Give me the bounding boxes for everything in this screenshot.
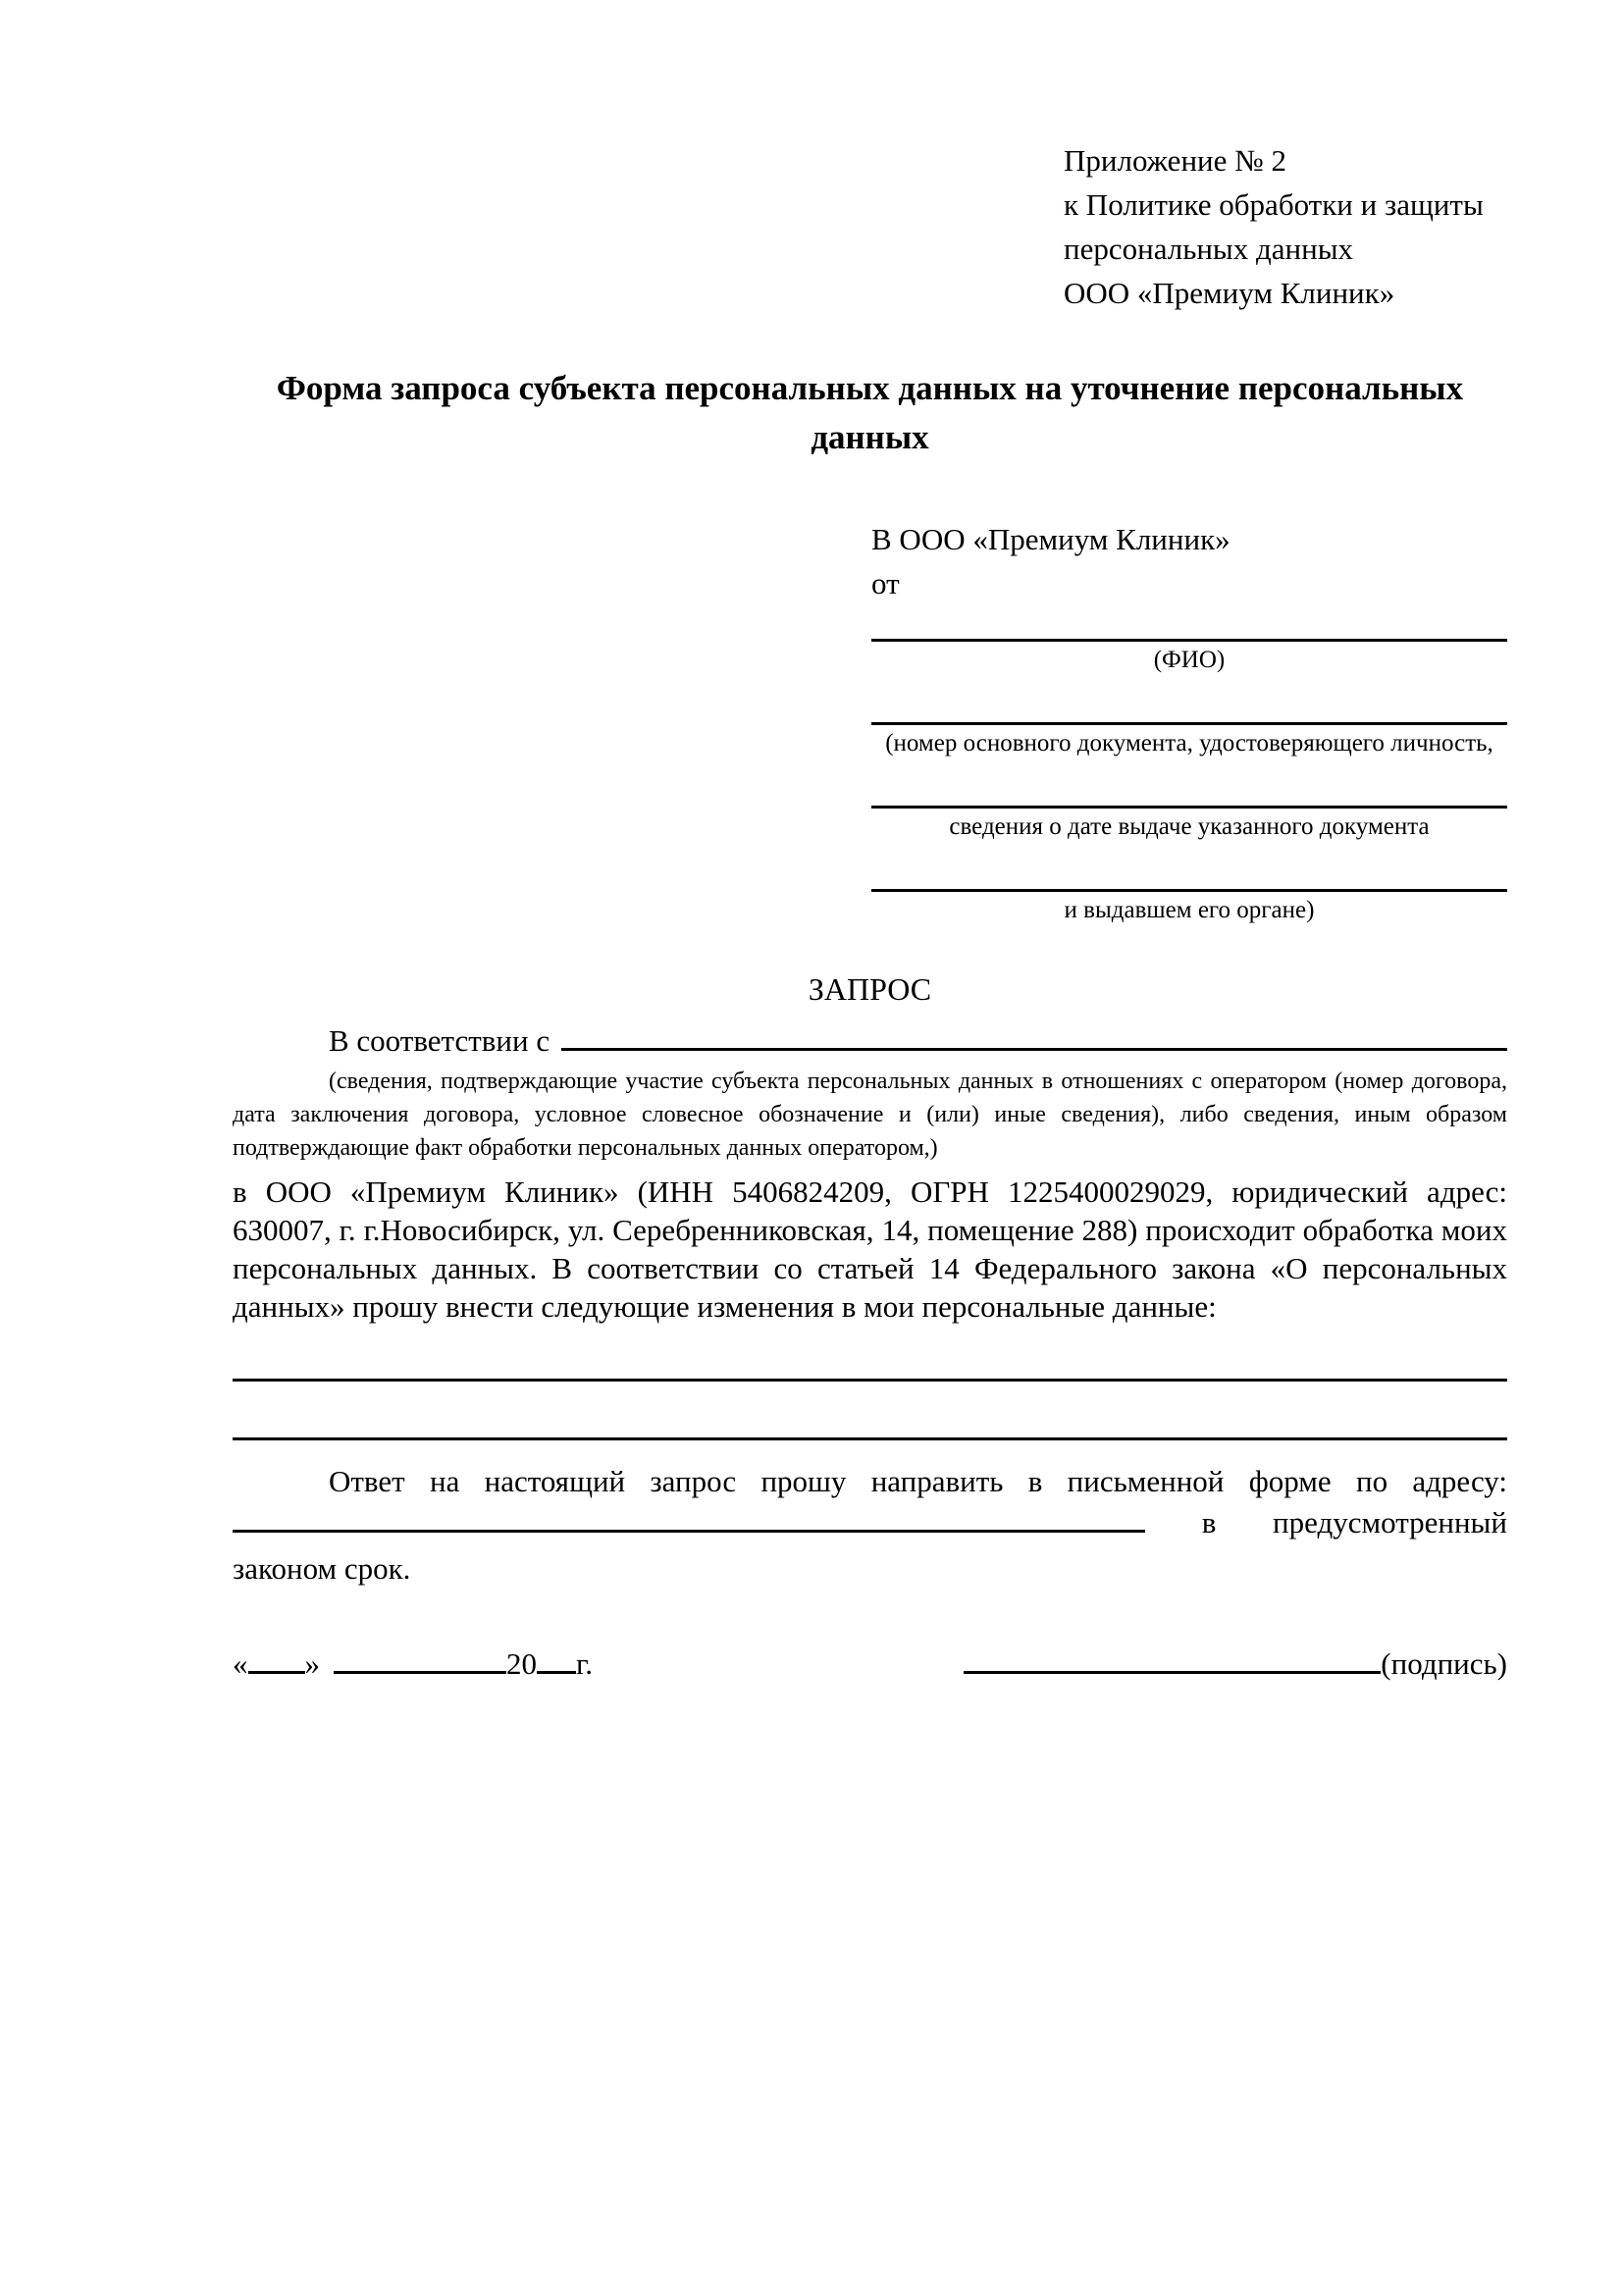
accordance-footnote: (сведения, подтверждающие участие субъекта персональных данных в отношениях с оператором (номер договора, дата заключения договора, условное словесное обозначение и (или) иные сведения), либо сведения, иным образом подтверждающие факт обработки персональных данных оператором,) xyxy=(233,1069,1507,1161)
field-issue-date xyxy=(871,758,1507,842)
reply-word-predusmotrenny: предусмотренный xyxy=(1273,1505,1507,1539)
accordance-line xyxy=(233,1021,1507,1061)
blank-line-issue-date xyxy=(871,758,1507,809)
reply-paragraph: Ответ на настоящий запрос прошу направить в письменной форме по адресу: xyxy=(329,1464,1507,1498)
blank-line-changes-2 xyxy=(233,1382,1507,1440)
year-suffix: г. xyxy=(576,1646,593,1681)
signature-caption: (подпись) xyxy=(1381,1646,1507,1681)
field-document-number xyxy=(871,675,1507,758)
request-heading: ЗАПРОС xyxy=(808,971,932,1007)
accordance-prefix: В соответствии с xyxy=(329,1023,550,1058)
field-fio xyxy=(871,605,1507,675)
blank-line-fio xyxy=(871,605,1507,642)
annex-line: к Политике обработки и защиты xyxy=(1064,187,1484,222)
quote-close: » xyxy=(304,1646,320,1681)
addressee-org: В ООО «Премиум Клиник» xyxy=(871,522,1230,556)
reply-word-v: в xyxy=(1201,1505,1217,1539)
annex-line: Приложение № 2 xyxy=(1064,143,1286,178)
caption-issue-date: сведения о дате выдаче указанного документа xyxy=(949,813,1430,840)
signature-line xyxy=(964,1644,1507,1685)
annex-line: персональных данных xyxy=(1064,232,1354,266)
blank-day xyxy=(248,1671,305,1674)
document-title: Форма запроса субъекта персональных данных на уточнение персональных данных xyxy=(276,369,1464,456)
quote-open: « xyxy=(233,1646,248,1681)
blank-month xyxy=(334,1671,506,1674)
field-issuing-authority xyxy=(871,842,1507,925)
blank-line-issuing-authority xyxy=(871,842,1507,892)
date-line xyxy=(233,1644,593,1685)
reply-closing-line: законом срок. xyxy=(233,1551,411,1586)
blank-line-address xyxy=(233,1529,1145,1533)
year-prefix: 20 xyxy=(506,1646,537,1681)
blank-line-accordance xyxy=(561,1047,1507,1051)
blank-year xyxy=(537,1671,576,1674)
date-signature-row xyxy=(233,1644,1507,1685)
caption-fio: (ФИО) xyxy=(1153,647,1226,673)
body-paragraph: в ООО «Премиум Клиник» (ИНН 5406824209, ОГРН 1225400029029, юридический адрес: 630007, г. г.Новосибирск, ул. Серебренниковская, 14, помещение 288) происходит обработка моих персональных данных. В соответствии со статьей 14 Федерального закона «О персональных данных» прошу внести следующие изменения в мои персональные данные: xyxy=(233,1174,1507,1324)
addressee-block xyxy=(871,517,1507,925)
blank-line-changes-1 xyxy=(233,1326,1507,1382)
blank-signature xyxy=(964,1671,1381,1674)
annex-header xyxy=(1064,138,1507,315)
annex-line: ООО «Премиум Клиник» xyxy=(1064,276,1395,310)
addressee-from-label: от xyxy=(871,566,900,600)
reply-address-line xyxy=(233,1500,1507,1545)
caption-document-number: (номер основного документа, удостоверяющего личность, xyxy=(885,730,1493,757)
blank-line-document-number xyxy=(871,675,1507,725)
caption-issuing-authority: и выдавшем его органе) xyxy=(1064,897,1315,923)
